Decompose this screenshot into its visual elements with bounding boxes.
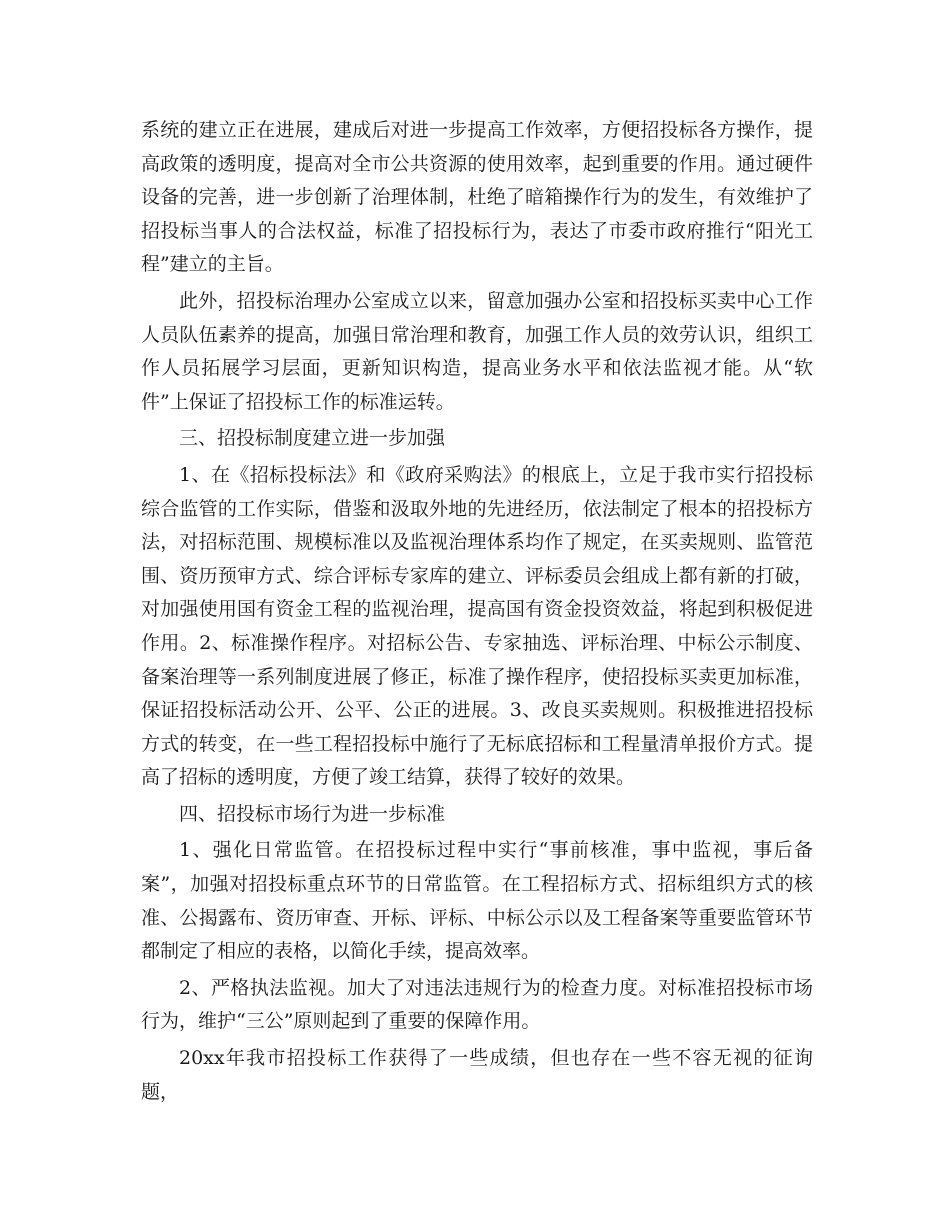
paragraph-6: 1、强化日常监管。在招投标过程中实行“事前核准，事中监视，事后备案”，加强对招投标重点环节的日常监管。在工程招标方式、招标组织方式的核准、公揭露布、资历审查、开标、评标、中标公示以及工程备案等重要监管环节都制定了相应的表格，以简化手续，提高效率。 — [141, 839, 813, 963]
paragraph-7: 2、严格执法监视。加大了对违法违规行为的检查力度。对标准招投标市场行为，维护“三公”原则起到了重要的保障作用。 — [141, 976, 813, 1033]
paragraph-8: 20xx年我市招投标工作获得了一些成绩，但也存在一些不容无视的征询题， — [141, 1047, 813, 1103]
paragraph-2: 此外，招投标治理办公室成立以来，留意加强办公室和招投标买卖中心工作人员队伍素养的提高，加强日常治理和教育，加强工作人员的效劳认识，组织工作人员拓展学习层面，更新知识构造，提高业务水平和依法监视才能。从“软件”上保证了招投标工作的标准运转。 — [141, 289, 813, 413]
paragraph-4: 1、在《招标投标法》和《政府采购法》的根底上，立足于我市实行招投标综合监管的工作实际，借鉴和汲取外地的先进经历，依法制定了根本的招投标方法，对招标范围、规模标准以及监视治理体系均作了规定，在买卖规则、监管范围、资历预审方式、综合评标专家库的建立、评标委员会组成上都有新的打破，对加强使用国有资金工程的监视治理，提高国有资金投资效益，将起到积极促进作用。2、标准操作程序。对招标公告、专家抽选、评标治理、中标公示制度、备案治理等一系列制度进展了修正，标准了操作程序，使招投标买卖更加标准，保证招投标活动公开、公平、公正的进展。3、改良买卖规则。积极推进招投标方式的转变，在一些工程招投标中施行了无标底招标和工程量清单报价方式。提高了招标的透明度，方便了竣工结算，获得了较好的效果。 — [141, 463, 813, 789]
document-body — [141, 114, 813, 1112]
section-heading-4: 四、招投标市场行为进一步标准 — [179, 802, 446, 825]
paragraph-1: 系统的建立正在进展，建成后对进一步提高工作效率，方便招投标各方操作，提高政策的透明度，提高对全市公共资源的使用效率，起到重要的作用。通过硬件设备的完善，进一步创新了治理体制，杜绝了暗箱操作行为的发生，有效维护了招投标当事人的合法权益，标准了招投标行为，表达了市委市政府推行“阳光工程”建立的主旨。 — [141, 119, 813, 276]
section-heading-3: 三、招投标制度建立进一步加强 — [179, 427, 446, 450]
